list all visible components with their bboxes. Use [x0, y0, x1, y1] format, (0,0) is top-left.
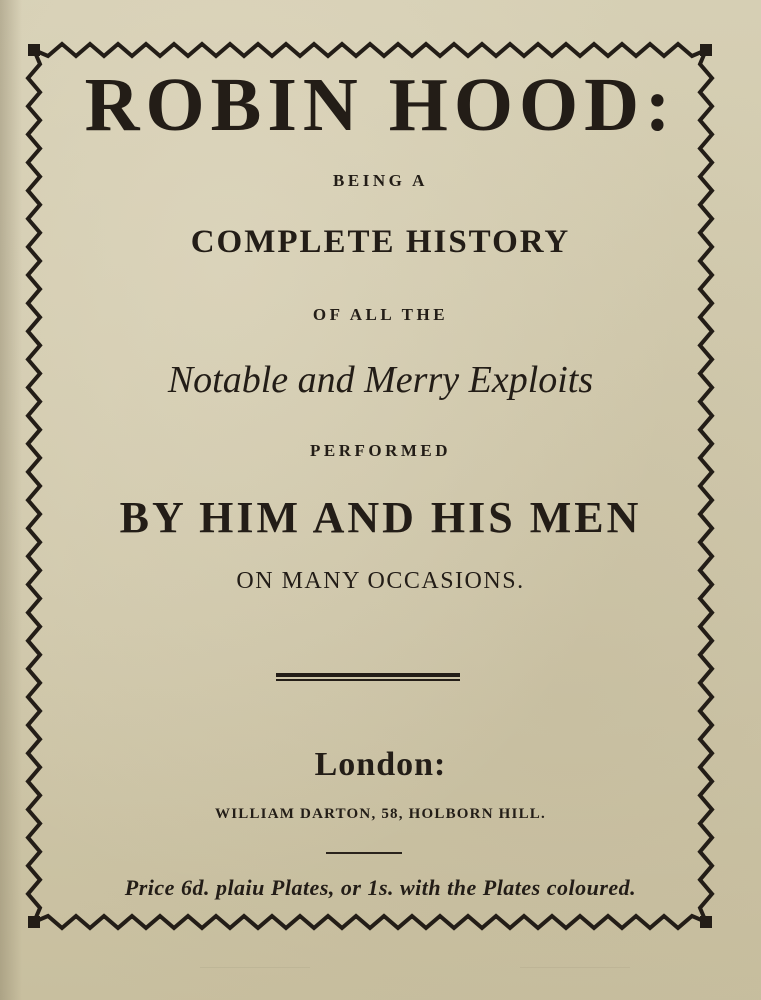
imprint-publisher: WILLIAM DARTON, 58, HOLBORN HILL.	[215, 806, 546, 822]
border-corner	[28, 44, 40, 56]
border-zigzag-edge	[34, 44, 706, 56]
subtitle-of-all-the: OF ALL THE	[312, 305, 449, 324]
subtitle-performed: PERFORMED	[309, 441, 452, 460]
subtitle-by-him-and-his-men: BY HIM AND HIS MEN	[119, 493, 642, 542]
border-corner	[700, 916, 712, 928]
short-rule-divider	[326, 852, 402, 854]
subtitle-being-a: BEING A	[333, 171, 428, 190]
subtitle-complete-history: COMPLETE HISTORY	[190, 224, 571, 260]
imprint-city: London:	[314, 746, 447, 783]
border-zigzag-edge	[34, 916, 706, 928]
subtitle-on-many-occasions: ON MANY OCCASIONS.	[236, 568, 525, 594]
library-stamp-right	[520, 967, 630, 990]
library-stamp-left	[200, 967, 310, 990]
double-rule-divider	[276, 673, 460, 682]
book-title: ROBIN HOOD:	[84, 63, 677, 147]
border-corner	[700, 44, 712, 56]
border-corner	[28, 916, 40, 928]
subtitle-notable-exploits: Notable and Merry Exploits	[167, 359, 594, 401]
price-line: Price 6d. plaiu Plates, or 1s. with the Plates coloured.	[124, 875, 637, 900]
